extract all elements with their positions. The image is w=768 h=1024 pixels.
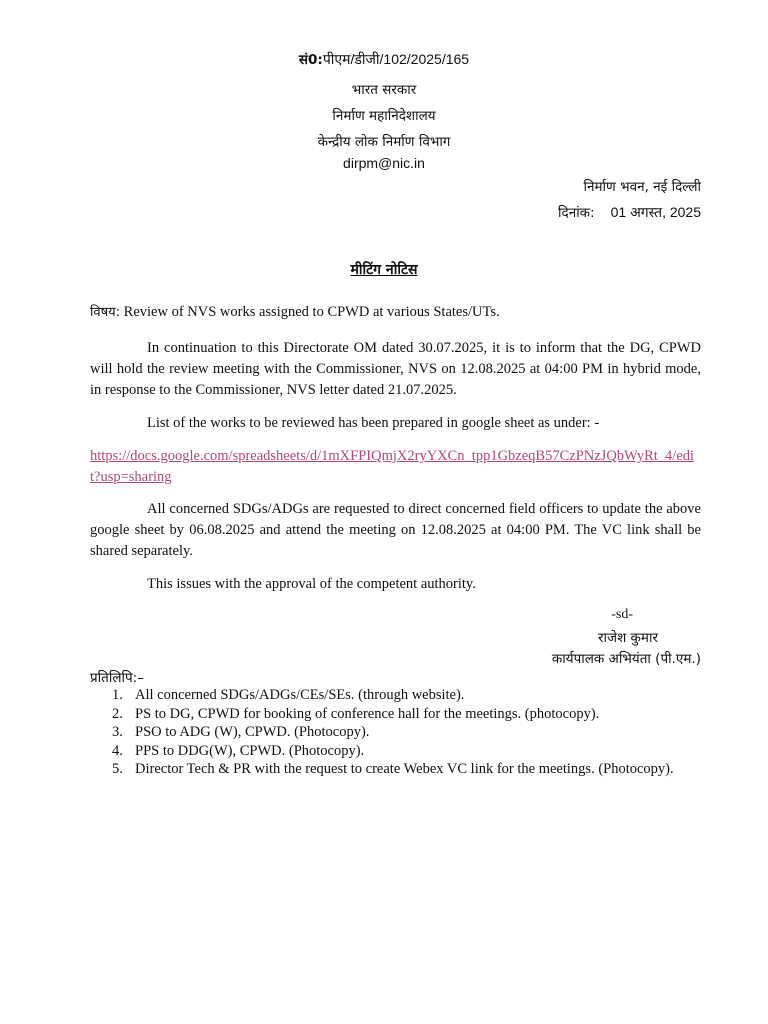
copy-to-item: 1. All concerned SDGs/ADGs/CEs/SEs. (through website). <box>112 687 465 703</box>
copy-to-item: 5. Director Tech & PR with the request to create Webex VC link for the meetings. (Photocopy). <box>112 761 674 777</box>
copy-to-label: प्रतिलिपि:– <box>90 670 144 686</box>
header-email: dirpm@nic.in <box>343 155 425 171</box>
reference-prefix: सं0: <box>298 52 323 68</box>
google-sheet-link[interactable]: https://docs.google.com/spreadsheets/d/1mXFPIQmjX2ryYXCn_tpp1GbzeqB57CzPNzJQbWyRt_4/edit?usp=sharing <box>90 448 695 485</box>
signatory-name: राजेश कुमार <box>598 630 658 646</box>
body-paragraph-4: This issues with the approval of the competent authority. <box>147 576 476 592</box>
issue-place: निर्माण भवन, नई दिल्ली <box>583 179 701 195</box>
org-line-government: भारत सरकार <box>351 82 417 98</box>
reference-number <box>0 50 768 69</box>
issue-date <box>558 203 701 222</box>
date-label: दिनांक: <box>558 205 595 221</box>
copy-to-item: 4. PPS to DDG(W), CPWD. (Photocopy). <box>112 742 365 759</box>
org-line-department: केन्द्रीय लोक निर्माण विभाग <box>317 134 451 150</box>
copy-to-item: 3. PSO to ADG (W), CPWD. (Photocopy). <box>112 724 370 740</box>
subject-text: Review of NVS works assigned to CPWD at various States/UTs. <box>120 304 500 320</box>
notice-title: मीटिंग नोटिस <box>350 262 418 278</box>
signature-sd: -sd- <box>611 607 633 622</box>
copy-to-item: 2. PS to DG, CPWD for booking of conference hall for the meetings. (photocopy). <box>112 705 600 722</box>
date-value: 01 अगस्त, 2025 <box>610 204 701 220</box>
org-line-directorate: निर्माण महानिदेशालय <box>332 108 436 124</box>
body-paragraph-3: All concerned SDGs/ADGs are requested to direct concerned field officers to update the above google sheet by 06.08.2025 and attend the meeting on 12.08.2025 at 04:00 PM. The VC link shall be shared separately. <box>90 501 701 559</box>
signatory-designation: कार्यपालक अभियंता (पी.एम.) <box>551 651 701 667</box>
body-paragraph-1: In continuation to this Directorate OM dated 30.07.2025, it is to inform that the DG, CPWD will hold the review meeting with the Commissioner, NVS on 12.08.2025 at 04:00 PM in hybrid mode, in response to the Commissioner, NVS letter dated 21.07.2025. <box>90 340 701 398</box>
reference-code: पीएम/डीजी/102/2025/165 <box>322 51 470 67</box>
subject-label: विषय: <box>90 305 121 320</box>
copy-to-list <box>112 686 732 779</box>
subject-line <box>90 302 701 323</box>
body-paragraph-2: List of the works to be reviewed has been prepared in google sheet as under: - <box>147 415 600 431</box>
